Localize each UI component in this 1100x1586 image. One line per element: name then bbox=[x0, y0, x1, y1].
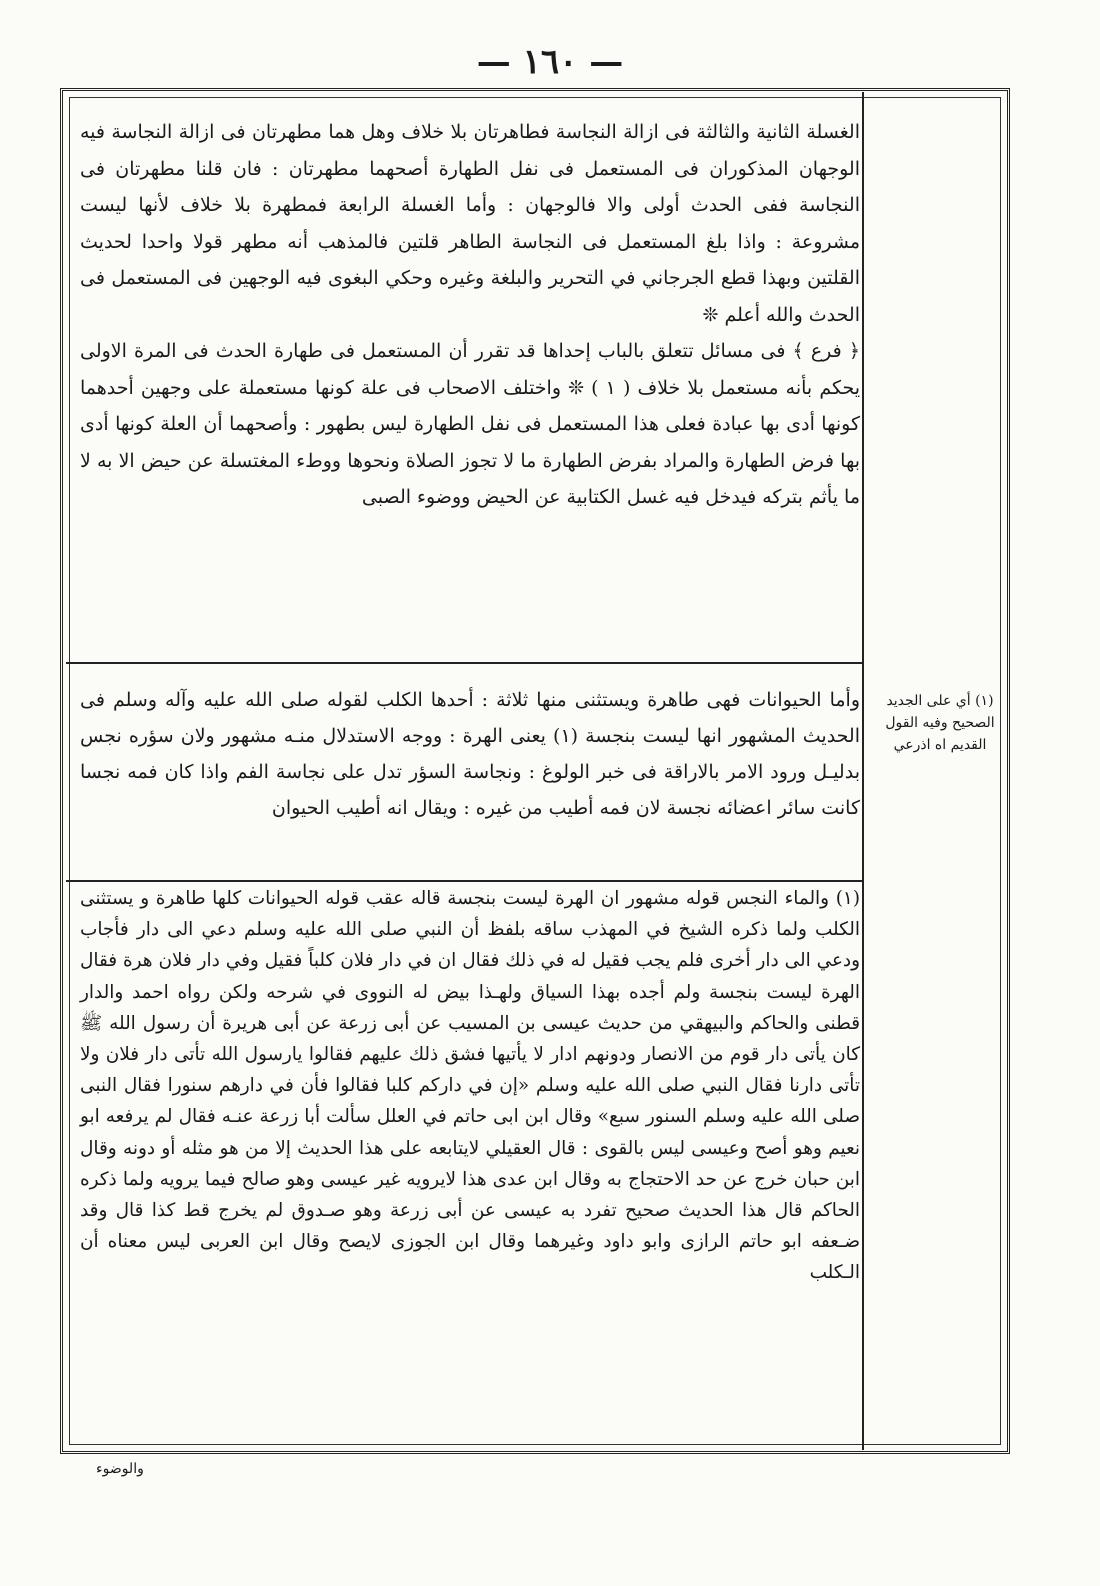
main-text-block bbox=[80, 114, 860, 516]
margin-divider bbox=[862, 92, 864, 1450]
section-divider-1 bbox=[66, 662, 862, 664]
catchword bbox=[96, 1461, 144, 1477]
catchword-text: والوضوء bbox=[96, 1461, 144, 1477]
secondary-text-block bbox=[80, 682, 860, 826]
main-paragraph-1: الغسلة الثانية والثالثة فى ازالة النجاسة فطاهرتان بلا خلاف وهل هما مطهرتان فى ازالة النجاسة فيه الوجهان المذكوران فى المستعمل فى نفل الطهارة أصحهما مطهرتان : فان قلنا مطهرتان فى النجاسة ففى الحدث أولى والا فالوجهان : وأما الغسلة الرابعة فمطهرة بلا خلاف لأنها ليست مشروعة : واذا بلغ المستعمل فى النجاسة الطاهر قلتين فالمذهب أنه مطهر قولا واحدا لحديث القلتين وبهذا قطع الجرجاني في التحرير والبلغة وغيره وحكي البغوى فيه الوجهين فى المستعمل فى الحدث والله أعلم ❊ bbox=[80, 121, 860, 326]
main-paragraph-2: ﴿ فرع ﴾ فى مسائل تتعلق بالباب إحداها قد تقرر أن المستعمل فى طهارة الحدث فى المرة الاولى يحكم بأنه مستعمل بلا خلاف ( ١ ) ❊ واختلف الاصحاب فى علة كونها مستعملة على وجهين أحدهما كونها أدى بها عبادة فعلى هذا المستعمل فى نفل الطهارة ليس بطهور : وأصحهما أن العلة كونها أدى بها فرض الطهارة والمراد بفرض الطهارة ما لا تجوز الصلاة ونحوها ووطء المغتسلة عن حيض الا به لا ما يأثم بتركه فيدخل فيه غسل الكتابية عن الحيض ووضوء الصبى bbox=[80, 340, 861, 508]
secondary-paragraph: وأما الحيوانات فهى طاهرة ويستثنى منها ثلاثة : أحدها الكلب لقوله صلى الله عليه وآله وسلم فى الحديث المشهور انها ليست بنجسة (١) يعنى الهرة : ووجه الاستدلال منـه مشهور ولان سؤره نجس بدليـل ورود الامر بالاراقة فى خبر الولوغ : ونجاسة السؤر تدل على نجاسة الفم واذا كان فمه نجسا كانت سائر اعضائه نجسة لان فمه أطيب من غيره : ويقال انه أطيب الحيوان bbox=[80, 689, 860, 819]
margin-note-text: (١) أي على الجديد الصحيح وفيه القول القديم اه اذرعي bbox=[885, 693, 995, 753]
page-number: — ١٦٠ — bbox=[476, 42, 624, 82]
footnote-paragraph: (١) والماء النجس قوله مشهور ان الهرة ليست بنجسة قاله عقب قوله الحيوانات كلها طاهرة و يستثنى الكلب ولما ذكره الشيخ في المهذب ساقه بلفظ أن النبي صلى الله عليه وسلم دعي الى دار فأجاب ودعي الى دار أخرى فلم يجب فقيل له في ذلك فقال ان في دار فلان كلباً فقيل وفي دار فلان هرة فقال الهرة ليست بنجسة ولم أجده بهذا السياق ولهـذا بيض له النووى في شرحه ولكن رواه احمد والدار قطنى والحاكم والبيهقي من حديث عيسى بن المسيب عن أبى زرعة عن أبى هريرة أن رسول الله ﷺ كان يأتى دار قوم من الانصار ودونهم ادار لا يأتيها فشق ذلك عليهم فقالوا يارسول الله تأتى دار فلان ولا تأتى دارنا فقال النبي صلى الله عليه وسلم «إن في داركم كلبا فقالوا فأن في دارهم سنورا فقال النبى صلى الله عليه وسلم السنور سبع» وقال ابن ابى حاتم في العلل سألت أبا زرعة عنـه فقال لم يرفعه ابو نعيم وهو أصح وعيسى ليس بالقوى : قال العقيلي لايتابعه على هذا الحديث إلا من هو مثله أو دونه وقال ابن حبان خرج عن حد الاحتجاج به وقال ابن عدى هذا لايرويه غير عيسى وهو صالح فيما يرويه ولما ذكره الحاكم قال هذا الحديث صحيح تفرد به عيسى عن أبى زرعة وهو صـدوق لم يخرج قط كذا قال وقد ضـعفه ابو حاتم الرازى وابو داود وغيرهما وقال ابن الجوزى لايصح وقال ابن العربى ليس معناه أن الـكلب bbox=[80, 888, 860, 1284]
footnote-block bbox=[80, 883, 860, 1289]
margin-note bbox=[866, 690, 1014, 756]
section-divider-2 bbox=[66, 880, 862, 882]
